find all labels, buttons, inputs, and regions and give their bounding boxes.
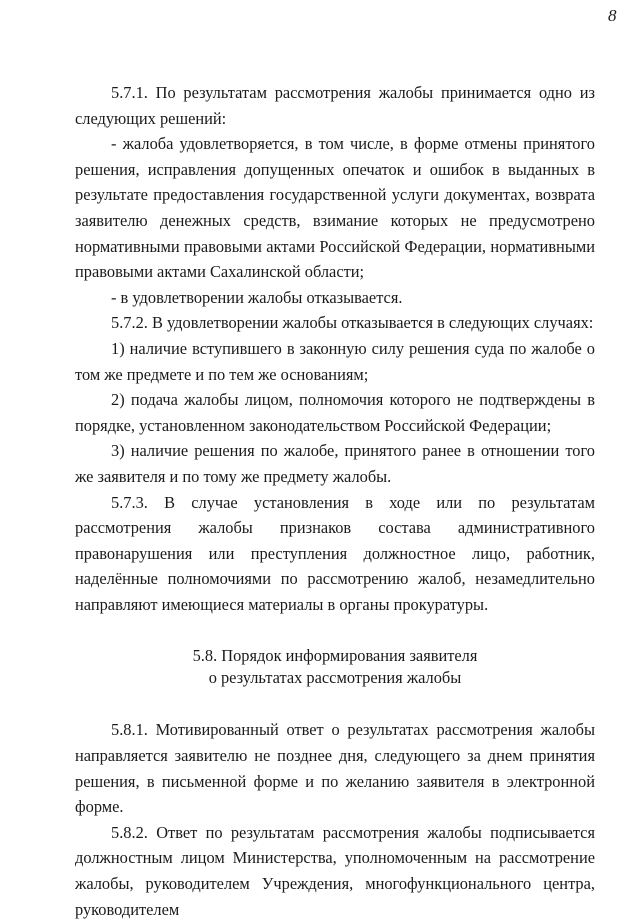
paragraph-5-8-1: 5.8.1. Мотивированный ответ о результатах рассмотрения жалобы направляется заявителю не позднее дня, следующего за днем принятия решения, в письменной форме и по желанию заявителя в электронной форме. bbox=[75, 720, 595, 817]
list-item-1: 1) наличие вступившего в законную силу решения суда по жалобе о том же предмете и по тем же основаниям; bbox=[75, 338, 595, 384]
section-heading-line-1: 5.8. Порядок информирования заявителя bbox=[192, 646, 478, 666]
paragraph-decision-satisfied: - жалоба удовлетворяется, в том числе, в форме отмены принятого решения, исправления допущенных опечаток и ошибок в выданных в результате предоставления государственной услуги документах, возврата заявителю денежных средств, взимание которых не предусмотрено нормативными правовыми актами Российской Федерации, нормативными правовыми актами Сахалинской области; bbox=[75, 134, 595, 282]
paragraph-5-7-3: 5.7.3. В случае установления в ходе или по результатам рассмотрения жалобы признаков состава административного правонарушения или преступления должностное лицо, работник, наделённые полномочиями по рассмотрению жалоб, незамедлительно направляют имеющиеся материалы в органы прокуратуры. bbox=[75, 492, 595, 614]
section-heading-line-2: о результатах рассмотрения жалобы bbox=[208, 668, 462, 688]
paragraph-decision-refused: - в удовлетворении жалобы отказывается. bbox=[111, 287, 403, 307]
paragraph-5-7-1: 5.7.1. По результатам рассмотрения жалобы принимается одно из следующих решений: bbox=[75, 83, 595, 128]
paragraph-5-8-2: 5.8.2. Ответ по результатам рассмотрения жалобы подписывается должностным лицом Министерства, уполномоченным на рассмотрение жалобы, руководителем Учреждения, многофункционального центра, руководителем bbox=[75, 822, 595, 919]
section-heading-5-8 bbox=[75, 645, 595, 689]
document-body bbox=[75, 80, 595, 922]
list-item-2: 2) подача жалобы лицом, полномочия которого не подтверждены в порядке, установленном законодательством Российской Федерации; bbox=[75, 390, 595, 435]
page-number: 8 bbox=[608, 6, 617, 25]
paragraph-5-7-2: 5.7.2. В удовлетворении жалобы отказывается в следующих случаях: bbox=[111, 313, 594, 333]
list-item-3: 3) наличие решения по жалобе, принятого ранее в отношении того же заявителя и по тому же предмету жалобы. bbox=[75, 441, 595, 486]
